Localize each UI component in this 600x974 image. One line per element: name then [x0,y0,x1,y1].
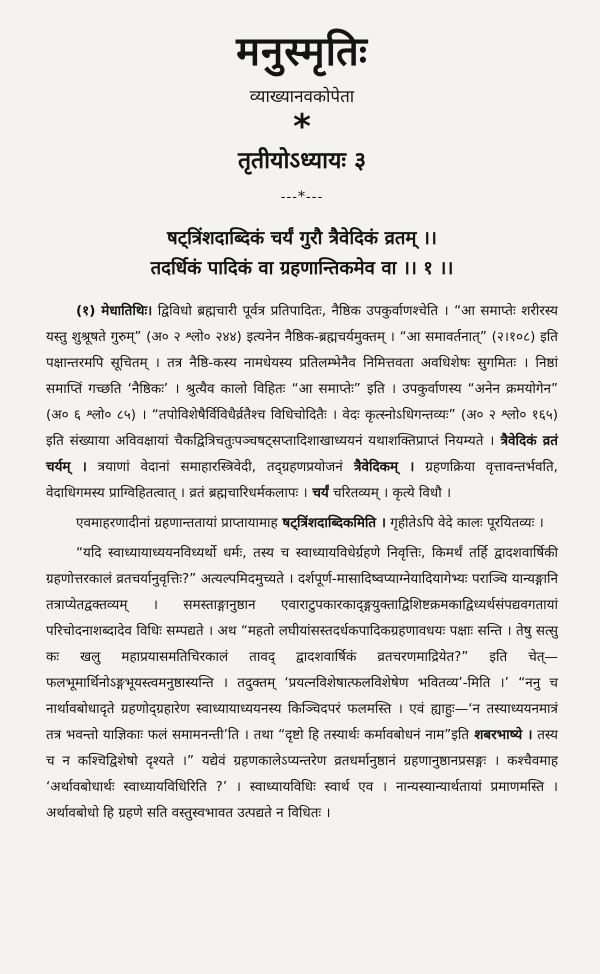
verse-line-2: तदर्धिकं पादिकं वा ग्रहणान्तिकमेव वा ।। १ ।। [150,258,454,279]
commentator-label: (१) मेधातिथिः। [76,303,153,319]
paragraph-text: “यदि स्वाध्यायाध्ययनविध्यर्थो धर्मः, तस्य च स्वाध्यायविधेर्ग्रहणे निवृत्तिः, किमर्थं तर्हि द्वादशवार्षिकी ग्रहणोत्तरकालं व्रतचर्यानुवृत्तिः?” अत्यल्पमिदमुच्यते । दर्शपूर्ण-मासादिष्वप्याग्नेयादियागेभ्यः पराञ्चि यान्यङ्गानि तत्राप्येतद्वक्तव्यम् । समस्ताङ्गानुष्ठान एवाराटुपकारकाद्‌ङ्गयुक्ताद्विशिष्टक्रमकाद्विध्यर्थसंपद्यवगतायां परिचोदनाशब्दादेव विधिः सम्पद्यते । अथ “महतो लघीयांसस्तदर्धकपादिकग्रहणावधयः पक्षाः सन्ति । तेषु सत्सु कः खलु महाप्रयासमतिचिरकालं तावद् द्वादशवार्षिकं व्रतचरणमाद्रियेत?” इति चेत्—फलभूमार्थिनोऽङ्गभूयस्त्वमनुष्ठास्यन्ति । तदुक्तम् ‘प्रयत्नविशेषात्फलविशेषेण भवितव्य’-मिति ।’ “ननु च नार्थावबोधादृते ग्रहणोद्ग्रहारेण स्वाध्यायाध्ययनस्य किञ्चिदपरं फलमस्ति । एवं ह्याहुः—‘न तस्याध्ययनमात्रं तत्र भवन्तो याज्ञिकाः फलं समामनन्ती’ति । तथा “दृष्टो हि तस्यार्थः कर्मावबोधनं नाम”इति [46,545,558,743]
paragraph-text: गृहीतेऽपि वेदे कालः पूरयितव्यः । [385,515,544,531]
commentary-body [46,298,558,826]
verse-quote: त्रैवेदिकम् । [342,459,415,475]
verse-block [46,224,558,284]
section-divider: ---*--- [280,189,324,205]
commentary-paragraph-2 [46,510,558,536]
paragraph-text: ग्रहणक्रिया वृत्तावन्तर्भवति, वेदाधिगमस्य प्राग्विहितत्वात् । व्रतं ब्रह्मचारिधर्मकलापः । [46,459,558,501]
source-citation: शबरभाष्ये । [469,727,533,743]
paragraph-text: त्रयाणां वेदानां समाहारस्त्रिवेदी, तद्ग्रहणप्रयोजनं [86,459,343,475]
paragraph-text: द्विविधो ब्रह्मचारी पूर्वत्र प्रतिपादितः, नैष्ठिक उपकुर्वाणश्चेति । “आ समाप्तेः शरीरस्य यस्तु शुश्रूषते गुरुम्” (अ० २ श्लो० २४४) इत्यनेन नैष्ठिक-ब्रह्मचर्यमुक्तम् । “आ समावर्तनात्” (२।१०८) इति पक्षान्तरमपि सूचितम् । तत्र नैष्ठि-कस्य नामधेयस्य प्रतिलम्भेनैव निमित्तवता अवधिशेषः सुगमितः । निष्ठां समाप्तिं गच्छति ‘नैष्ठिकः’ । श्रुत्यैव कालो विहितः “आ समाप्तेः” इति । उपकुर्वाणस्य “अनेन क्रमयोगेन” (अ० ६ श्लो० ८५) । “तपोविशेषैर्विविधैर्व्रतैश्च विधिचोदितैः । वेदः कृत्स्नोऽधिगन्तव्यः” (अ० २ श्लो० १६५) इति संख्याया अविवक्षायां चैकद्वित्रिचतुःपञ्चषट्सप्तादिशाखाध्ययनं यथाशक्तिप्राप्तं नियम्यते । [46,303,559,449]
commentary-paragraph-1 [46,298,558,506]
paragraph-text: तस्य च न कश्चिद्विशेषो दृश्यते ।” यद्येवं ग्रहणकालेऽप्यन्तरेण व्रतधर्मानुष्ठानं ग्रहणानुष्ठानप्रसङ्गः । कश्चैवमाह ‘अर्थावबोधार्थः स्वाध्यायविधिरिति ?’ । स्वाध्यायविधिः स्वार्थ एव । नान्यस्यान्यार्थतायां प्रमाणमस्ति । अर्थावबोधो हि ग्रहणे सति वस्तुस्वभावत उत्पद्यते न विधितः । [46,727,558,821]
verse-quote: त्रैवेदिकं व्रतं चर्यम् । [46,433,558,475]
asterisk-ornament: * [293,107,311,147]
commentary-paragraph-3 [46,540,558,826]
verse-line-1: षट्त्रिंशदाब्दिकं चर्यं गुरौ त्रैवेदिकं व्रतम् ।। [167,228,437,249]
verse-quote: चर्यं [307,485,329,501]
page-title: मनुस्मृतिः [236,29,368,75]
chapter-heading: तृतीयोऽध्यायः ३ [237,148,367,174]
paragraph-text: एवमाहरणादीनां ग्रहणान्ततायां प्राप्तायामाह [76,515,278,531]
commentary-subtitle: व्याख्यानवकोपेता [249,87,355,107]
verse-quote: षट्त्रिंशदाब्दिकमिति । [277,515,386,531]
paragraph-text: चरितव्यम् । कृत्ये विधौ । [328,485,452,501]
